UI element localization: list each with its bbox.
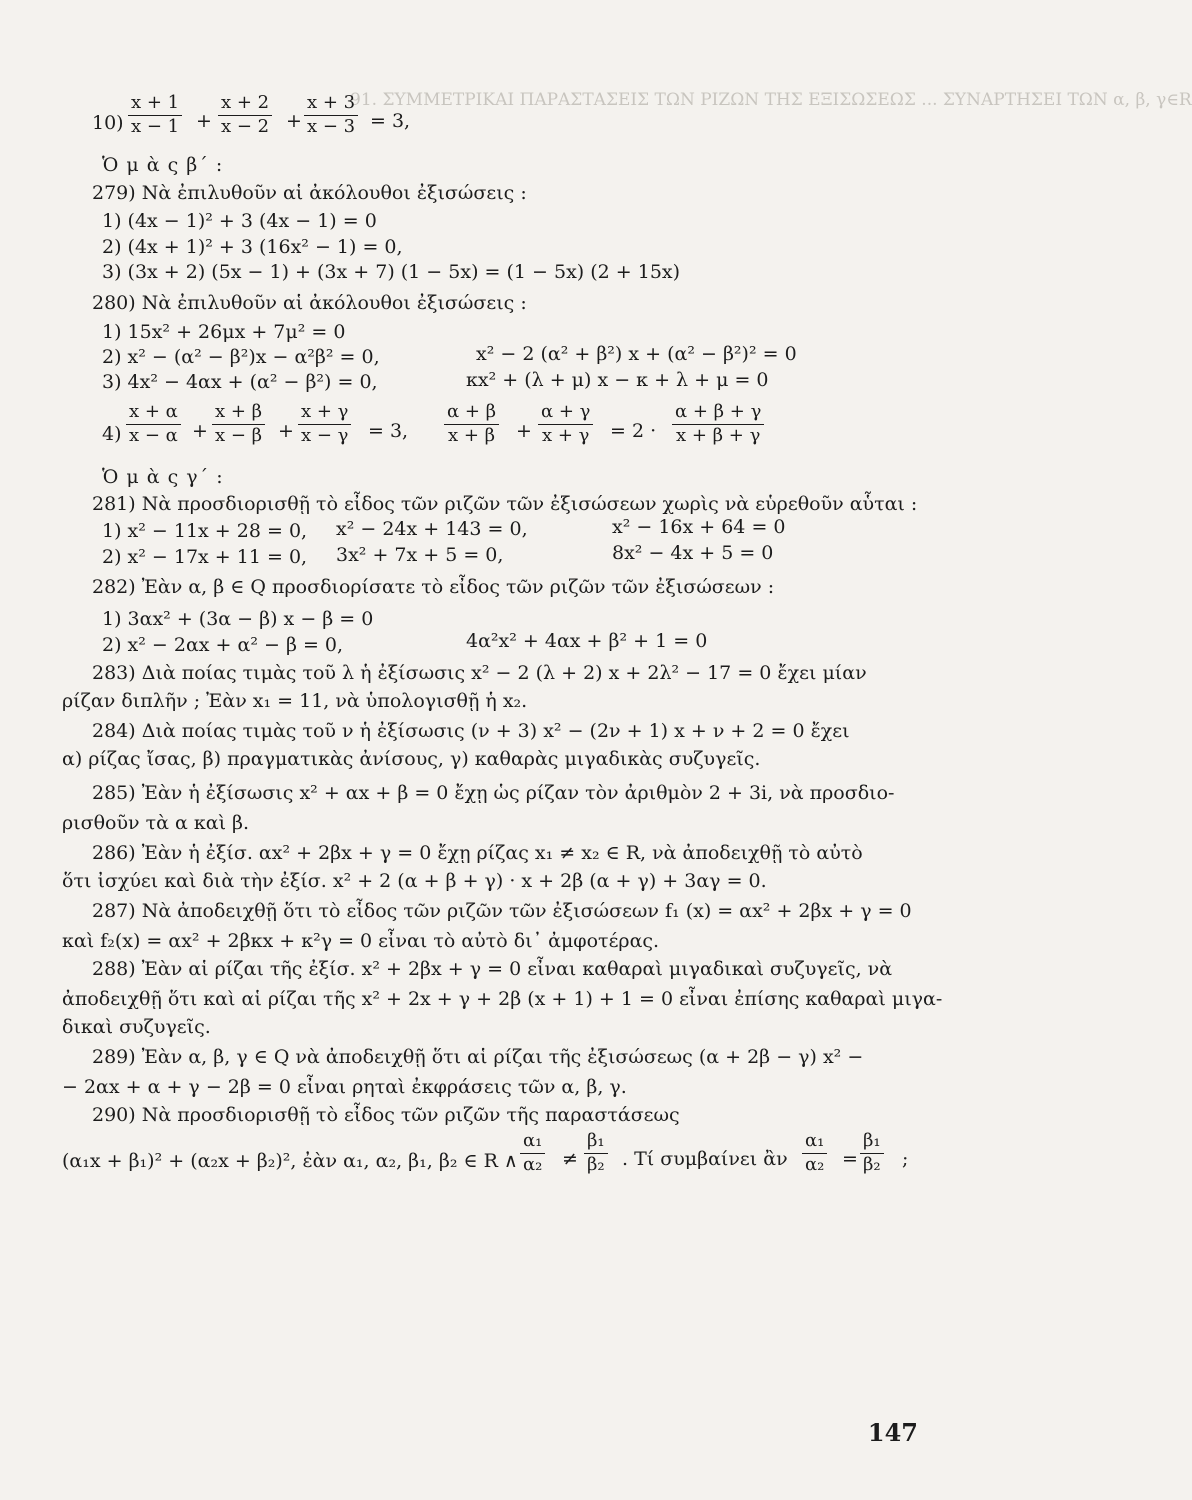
problem-288-line2: ἀποδειχθῇ ὅτι καὶ αἱ ρίζαι τῆς x² + 2x + γ + 2β (x + 1) + 1 = 0 εἶναι ἐπίσης καθαραὶ μιγα-: [62, 988, 943, 1010]
fraction: $\frac{\alpha + \beta + \gamma}{x + \beta + \gamma}$: [672, 402, 764, 446]
problem-280-eq4-label: 4): [102, 423, 122, 445]
fraction: $\frac{x + 3}{x - 3}$: [304, 93, 358, 137]
problem-287-line2: καὶ f₂(x) = αx² + 2βκx + κ²γ = 0 εἶναι τὸ αὐτὸ δι᾽ ἀμφοτέρας.: [62, 930, 660, 952]
fraction: $\frac{\text{β₁}}{\text{β₂}}$: [860, 1131, 884, 1175]
group-b-heading: Ὁ μ ὰ ς β΄ :: [102, 154, 224, 176]
problem-289-line2: − 2αx + α + γ − 2β = 0 εἶναι ρηταὶ ἐκφράσεις τῶν α, β, γ.: [62, 1076, 627, 1098]
problem-285-line2: ρισθοῦν τὰ α καὶ β.: [62, 812, 250, 834]
operator: +: [192, 420, 208, 442]
problem-283-line1: 283) Διὰ ποίας τιμὰς τοῦ λ ἡ ἐξίσωσις x² − 2 (λ + 2) x + 2λ² − 17 = 0 ἔχει μίαν: [92, 662, 867, 684]
problem-10-label: 10): [92, 112, 124, 134]
problem-281-eq: 3x² + 7x + 5 = 0,: [336, 544, 504, 566]
problem-289-line1: 289) Ἐὰν α, β, γ ∈ Q νὰ ἀποδειχθῇ ὅτι αἱ ρίζαι τῆς ἐξισώσεως (α + 2β − γ) x² −: [92, 1046, 864, 1068]
problem-290-line2a: (α₁x + β₁)² + (α₂x + β₂)², ἐὰν α₁, α₂, β₁, β₂ ∈ R ∧: [62, 1150, 518, 1172]
problem-282-title: 282) Ἐὰν α, β ∈ Q προσδιορίσατε τὸ εἶδος τῶν ριζῶν τῶν ἐξισώσεων :: [92, 576, 775, 598]
fraction: $\frac{x + 1}{x - 1}$: [128, 93, 182, 137]
problem-281-eq: 2) x² − 17x + 11 = 0,: [102, 546, 308, 568]
problem-290-question: . Τί συμβαίνει ἂν: [622, 1148, 788, 1170]
fraction: $\frac{\text{α₁}}{\text{α₂}}$: [802, 1131, 827, 1175]
bleed-through-header: 91. ΣΥΜΜΕΤΡΙΚΑΙ ΠΑΡΑΣΤΑΣΕΙΣ ΤΩΝ ΡΙΖΩΝ ΤΗΣ ΕΞΙΣΩΣΕΩΣ ... ΣΥΝΑΡΤΗΣΕΙ ΤΩΝ α, β, γ∈R: [350, 90, 1192, 110]
problem-286-line2: ὅτι ἰσχύει καὶ διὰ τὴν ἐξίσ. x² + 2 (α + β + γ) · x + 2β (α + γ) + 3αγ = 0.: [62, 870, 767, 892]
problem-280-eq3b: κx² + (λ + μ) x − κ + λ + μ = 0: [466, 369, 769, 391]
equals: = 2 ·: [610, 420, 657, 442]
equation-tail: = 3,: [370, 110, 411, 132]
problem-285-line1: 285) Ἐὰν ἡ ἐξίσωσις x² + αx + β = 0 ἔχῃ ὡς ρίζαν τὸν ἀριθμὸν 2 + 3i, νὰ προσδιο-: [92, 782, 895, 804]
problem-280-eq2a: 2) x² − (α² − β²)x − α²β² = 0,: [102, 346, 380, 368]
fraction: $\frac{\text{α₁}}{\text{α₂}}$: [520, 1131, 545, 1175]
fraction: $\frac{x + 2}{x - 2}$: [218, 93, 272, 137]
problem-280-eq3a: 3) 4x² − 4αx + (α² − β²) = 0,: [102, 371, 378, 393]
problem-284-line2: α) ρίζας ἴσας, β) πραγματικὰς ἀνίσους, γ) καθαρὰς μιγαδικὰς συζυγεῖς.: [62, 748, 761, 770]
fraction: $\frac{\alpha + \beta}{x + \beta}$: [444, 402, 499, 446]
problem-279-eq2: 2) (4x + 1)² + 3 (16x² − 1) = 0,: [102, 236, 403, 258]
problem-279-eq1: 1) (4x − 1)² + 3 (4x − 1) = 0: [102, 210, 377, 232]
fraction: $\frac{\text{β₁}}{\text{β₂}}$: [584, 1131, 608, 1175]
problem-280-title: 280) Νὰ ἐπιλυθοῦν αἱ ἀκόλουθοι ἐξισώσεις :: [92, 292, 527, 314]
problem-280-eq2b: x² − 2 (α² + β²) x + (α² − β²)² = 0: [476, 343, 797, 365]
page-number: 147: [867, 1418, 918, 1447]
problem-281-eq: 1) x² − 11x + 28 = 0,: [102, 520, 308, 542]
problem-288-line1: 288) Ἐὰν αἱ ρίζαι τῆς ἐξίσ. x² + 2βx + γ = 0 εἶναι καθαραὶ μιγαδικαὶ συζυγεῖς, νὰ: [92, 958, 893, 980]
problem-290-line1: 290) Νὰ προσδιορισθῇ τὸ εἶδος τῶν ριζῶν τῆς παραστάσεως: [92, 1104, 680, 1126]
fraction: $\frac{x + \gamma}{x - \gamma}$: [298, 402, 351, 446]
problem-287-line1: 287) Νὰ ἀποδειχθῇ ὅτι τὸ εἶδος τῶν ριζῶν τῶν ἐξισώσεων f₁ (x) = αx² + 2βx + γ = 0: [92, 900, 912, 922]
problem-279-eq3: 3) (3x + 2) (5x − 1) + (3x + 7) (1 − 5x) = (1 − 5x) (2 + 15x): [102, 261, 681, 283]
fraction: $\frac{x + \beta}{x - \beta}$: [212, 402, 265, 446]
fraction: $\frac{x + \alpha}{x - \alpha}$: [126, 402, 181, 446]
problem-283-line2: ρίζαν διπλῆν ; Ἐὰν x₁ = 11, νὰ ὑπολογισθῇ ἡ x₂.: [62, 690, 528, 712]
equals: = 3,: [368, 420, 409, 442]
operator: +: [196, 110, 212, 132]
problem-286-line1: 286) Ἐὰν ἡ ἐξίσ. αx² + 2βx + γ = 0 ἔχῃ ρίζας x₁ ≠ x₂ ∈ R, νὰ ἀποδειχθῇ τὸ αὐτὸ: [92, 842, 863, 864]
operator: +: [516, 420, 532, 442]
group-c-heading: Ὁ μ ὰ ς γ΄ :: [102, 466, 224, 488]
question-mark: ;: [902, 1148, 909, 1170]
problem-281-eq: x² − 24x + 143 = 0,: [336, 518, 528, 540]
problem-282-eq2b: 4α²x² + 4αx + β² + 1 = 0: [466, 630, 708, 652]
problem-281-eq: x² − 16x + 64 = 0: [612, 516, 786, 538]
equals: =: [842, 1148, 858, 1170]
problem-281-eq: 8x² − 4x + 5 = 0: [612, 542, 774, 564]
problem-281-title: 281) Νὰ προσδιορισθῇ τὸ εἶδος τῶν ριζῶν τῶν ἐξισώσεων χωρὶς νὰ εὑρεθοῦν αὗται :: [92, 493, 918, 515]
not-equal: ≠: [562, 1148, 578, 1170]
operator: +: [286, 110, 302, 132]
problem-282-eq1: 1) 3αx² + (3α − β) x − β = 0: [102, 608, 374, 630]
problem-284-line1: 284) Διὰ ποίας τιμὰς τοῦ ν ἡ ἐξίσωσις (ν + 3) x² − (2ν + 1) x + ν + 2 = 0 ἔχει: [92, 720, 850, 742]
operator: +: [278, 420, 294, 442]
problem-282-eq2a: 2) x² − 2αx + α² − β = 0,: [102, 634, 344, 656]
problem-280-eq1: 1) 15x² + 26μx + 7μ² = 0: [102, 321, 346, 343]
problem-288-line3: δικαὶ συζυγεῖς.: [62, 1016, 211, 1038]
problem-279-title: 279) Νὰ ἐπιλυθοῦν αἱ ἀκόλουθοι ἐξισώσεις :: [92, 182, 527, 204]
fraction: $\frac{\alpha + \gamma}{x + \gamma}$: [538, 402, 593, 446]
